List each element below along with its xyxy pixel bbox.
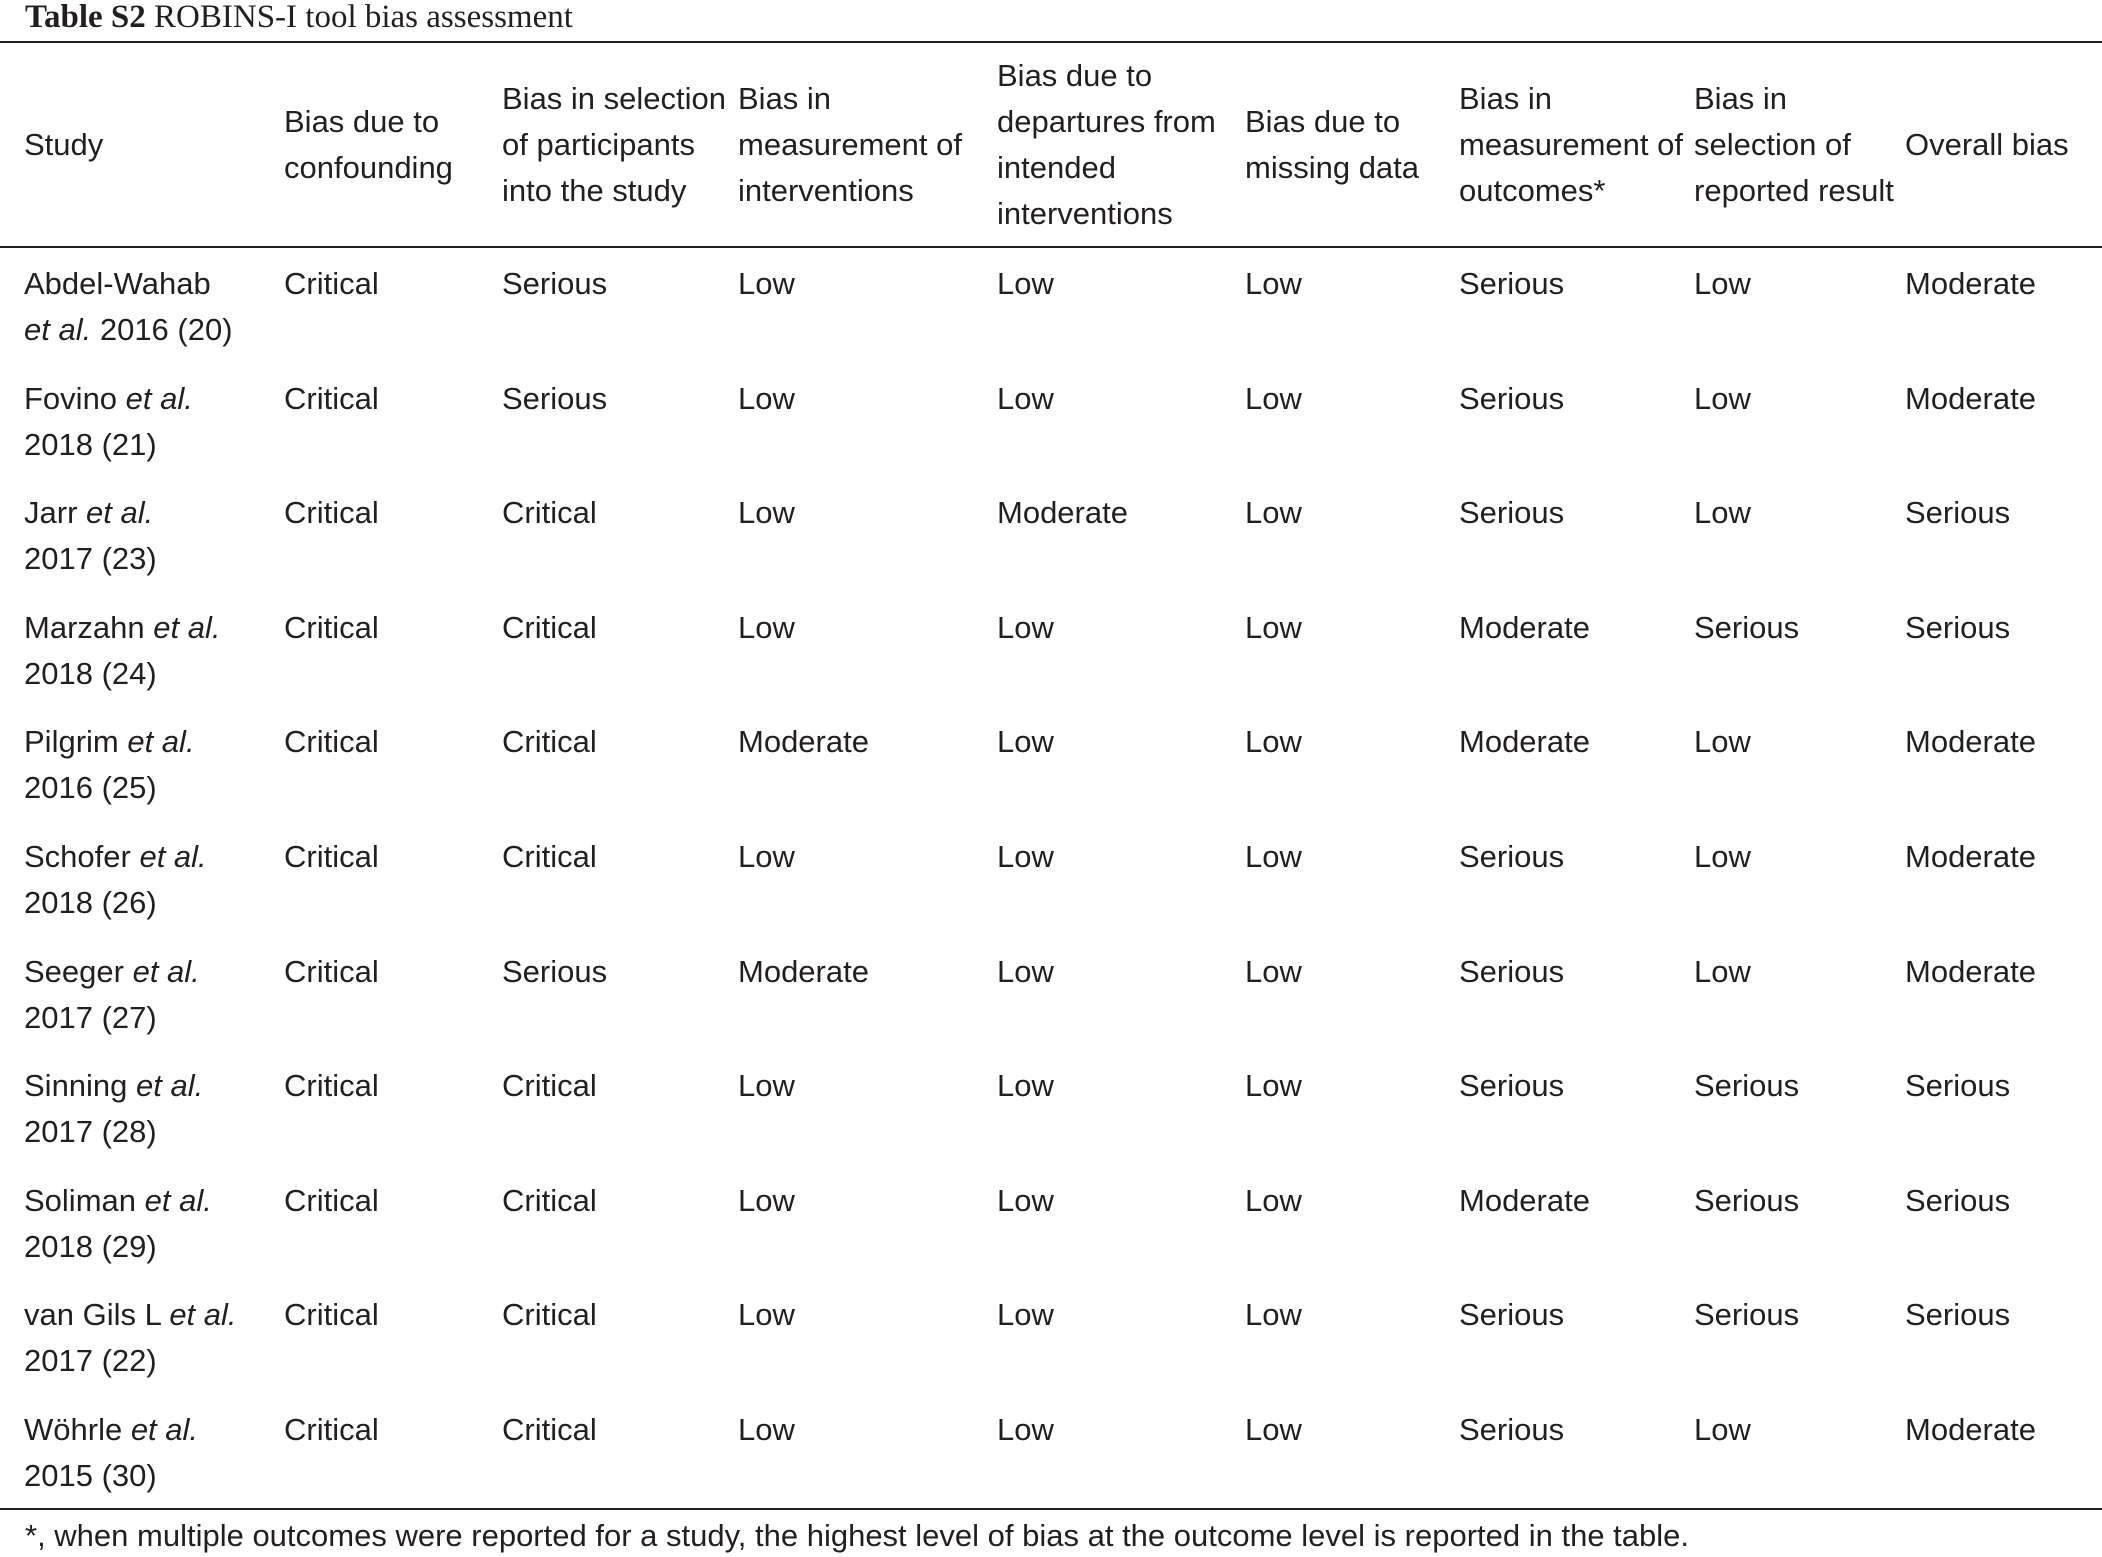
bias-rating-cell: Serious	[1459, 1411, 1565, 1447]
table-title	[25, 0, 573, 40]
bias-rating-cell: Critical	[502, 495, 597, 531]
column-header: Bias in selection of reported result	[1694, 80, 1894, 208]
table-body	[0, 246, 2102, 1507]
bias-rating-cell: Low	[1694, 724, 1751, 760]
study-et-al: et al.	[139, 838, 207, 874]
bias-rating-cell: Low	[1245, 1068, 1302, 1104]
study-author: Soliman	[24, 1182, 145, 1218]
bias-rating-cell: Moderate	[1905, 724, 2036, 760]
study-cell	[0, 590, 278, 705]
study-year-ref: 2018 (26)	[24, 884, 157, 920]
bias-rating-cell: Low	[738, 838, 795, 874]
bias-rating-cell: Serious	[1459, 953, 1565, 989]
bias-rating-cell: Low	[1694, 953, 1751, 989]
bias-rating-cell: Low	[997, 1182, 1054, 1218]
table-row	[0, 819, 2102, 934]
bias-rating-cell: Low	[1245, 838, 1302, 874]
bias-rating-cell: Low	[1245, 609, 1302, 645]
bias-rating-cell: Critical	[284, 495, 379, 531]
bias-rating-cell: Critical	[284, 953, 379, 989]
bias-rating-cell: Low	[1694, 838, 1751, 874]
bias-rating-cell: Serious	[1905, 609, 2011, 645]
table-row	[0, 361, 2102, 476]
study-year-ref: 2018 (21)	[24, 426, 157, 462]
bias-rating-cell: Critical	[284, 1068, 379, 1104]
table-row	[0, 246, 2102, 361]
table-row	[0, 704, 2102, 819]
table-row	[0, 590, 2102, 705]
bias-rating-cell: Critical	[502, 838, 597, 874]
study-cell	[0, 475, 278, 590]
study-year-ref: 2016 (20)	[91, 312, 233, 347]
bias-rating-cell: Low	[1694, 1411, 1751, 1447]
bias-rating-cell: Serious	[1459, 495, 1565, 531]
bias-rating-cell: Critical	[502, 609, 597, 645]
bias-rating-cell: Moderate	[738, 953, 869, 989]
study-year-ref: 2016 (25)	[24, 770, 157, 806]
study-cell	[0, 1163, 278, 1278]
column-header: Bias in measurement of interventions	[738, 80, 962, 208]
bias-rating-cell: Low	[997, 266, 1054, 301]
bias-rating-cell: Moderate	[738, 724, 869, 760]
study-et-al: et al.	[132, 953, 200, 989]
column-header: Bias in measurement of outcomes*	[1459, 80, 1683, 208]
column-header: Bias due to missing data	[1245, 103, 1420, 185]
bias-rating-cell: Moderate	[1905, 953, 2036, 989]
bias-rating-cell: Serious	[1905, 1182, 2011, 1218]
study-cell	[0, 1277, 278, 1392]
bias-rating-cell: Low	[1245, 724, 1302, 760]
bias-rating-cell: Low	[997, 838, 1054, 874]
bias-rating-cell: Serious	[1905, 495, 2011, 531]
study-author: Pilgrim	[24, 724, 128, 760]
study-cell	[0, 819, 278, 934]
bias-rating-cell: Low	[1694, 495, 1751, 531]
bias-assessment-table	[0, 43, 2102, 1507]
study-cell	[0, 1048, 278, 1163]
study-cell	[0, 1392, 278, 1507]
bias-rating-cell: Critical	[502, 724, 597, 760]
bias-rating-cell: Serious	[1905, 1068, 2011, 1104]
study-et-al: et al.	[144, 1182, 212, 1218]
bias-rating-cell: Critical	[502, 1297, 597, 1333]
bias-rating-cell: Serious	[502, 266, 608, 301]
bias-rating-cell: Critical	[284, 380, 379, 416]
bias-rating-cell: Low	[738, 266, 795, 301]
bias-rating-cell: Low	[997, 609, 1054, 645]
bias-rating-cell: Low	[738, 495, 795, 531]
bias-rating-cell: Critical	[284, 1182, 379, 1218]
study-cell	[0, 704, 278, 819]
table-row	[0, 1392, 2102, 1507]
study-et-al: et al.	[86, 495, 154, 531]
column-header: Bias in selection of participants into the study	[502, 80, 727, 208]
bias-rating-cell: Moderate	[1459, 1182, 1590, 1218]
footnote: *, when multiple outcomes were reported for a study, the highest level of bias at the outcome level is reported in the table.	[25, 1518, 1690, 1553]
study-year-ref: 2017 (23)	[24, 541, 157, 577]
bias-rating-cell: Low	[1245, 266, 1302, 301]
bias-rating-cell: Low	[738, 1297, 795, 1333]
study-author: Seeger	[24, 953, 133, 989]
bias-rating-cell: Critical	[502, 1182, 597, 1218]
bias-rating-cell: Low	[1245, 495, 1302, 531]
study-et-al: et al.	[127, 724, 195, 760]
bias-rating-cell: Low	[738, 1411, 795, 1447]
bias-rating-cell: Low	[1245, 1297, 1302, 1333]
bias-rating-cell: Low	[997, 953, 1054, 989]
table-caption: ROBINS-I tool bias assessment	[145, 0, 573, 35]
bias-rating-cell: Serious	[1459, 1297, 1565, 1333]
study-et-al: et al.	[24, 312, 92, 347]
bias-rating-cell: Moderate	[1459, 609, 1590, 645]
bias-rating-cell: Critical	[284, 266, 379, 301]
study-author: Jarr	[24, 495, 86, 531]
column-header: Bias due to confounding	[284, 103, 453, 185]
table-row	[0, 934, 2102, 1049]
bias-rating-cell: Serious	[502, 953, 608, 989]
study-cell	[0, 246, 278, 361]
study-year-ref: 2018 (29)	[24, 1228, 157, 1264]
study-author: Marzahn	[24, 609, 154, 645]
study-et-al: et al.	[136, 1068, 204, 1104]
bias-rating-cell: Low	[1694, 380, 1751, 416]
bias-rating-cell: Critical	[284, 838, 379, 874]
bias-rating-cell: Serious	[1459, 838, 1565, 874]
study-author: van Gils L	[24, 1297, 170, 1333]
bias-rating-cell: Moderate	[1905, 266, 2036, 301]
bias-rating-cell: Low	[1245, 953, 1302, 989]
study-year-ref: 2017 (22)	[24, 1343, 157, 1379]
bias-rating-cell: Critical	[284, 1411, 379, 1447]
bias-rating-cell: Critical	[284, 609, 379, 645]
study-cell	[0, 934, 278, 1049]
study-cell	[0, 361, 278, 476]
column-header: Bias due to departures from intended interventions	[997, 57, 1216, 231]
bias-rating-cell: Moderate	[1905, 1411, 2036, 1447]
bias-rating-cell: Low	[738, 1068, 795, 1104]
bias-rating-cell: Critical	[502, 1068, 597, 1104]
header-row	[0, 43, 2102, 246]
study-author: Wöhrle	[24, 1411, 131, 1447]
table-row	[0, 475, 2102, 590]
bias-rating-cell: Low	[1245, 380, 1302, 416]
bias-rating-cell: Low	[997, 380, 1054, 416]
bias-rating-cell: Low	[738, 380, 795, 416]
bias-rating-cell: Low	[738, 1182, 795, 1218]
bias-rating-cell: Low	[1694, 266, 1751, 301]
bias-rating-cell: Critical	[284, 1297, 379, 1333]
bias-rating-cell: Serious	[1694, 1182, 1800, 1218]
column-header: Overall bias	[1905, 126, 2069, 162]
bias-rating-cell: Serious	[1694, 609, 1800, 645]
bias-rating-cell: Low	[738, 609, 795, 645]
bias-rating-cell: Critical	[284, 724, 379, 760]
bottom-rule	[0, 1508, 2102, 1510]
study-year-ref: 2018 (24)	[24, 655, 157, 691]
bias-rating-cell: Moderate	[997, 495, 1128, 531]
table-row	[0, 1048, 2102, 1163]
study-year-ref: 2017 (27)	[24, 999, 157, 1035]
bias-rating-cell: Low	[1245, 1182, 1302, 1218]
bias-rating-cell: Low	[997, 1297, 1054, 1333]
study-et-al: et al.	[130, 1411, 199, 1447]
bias-rating-cell: Critical	[502, 1411, 597, 1447]
study-et-al: et al.	[153, 609, 221, 645]
bias-rating-cell: Moderate	[1905, 380, 2036, 416]
study-author: Sinning	[24, 1068, 137, 1104]
bias-rating-cell: Serious	[1459, 266, 1565, 301]
study-et-al: et al.	[125, 380, 193, 416]
study-et-al: et al.	[169, 1297, 237, 1333]
study-author: Fovino	[24, 380, 126, 416]
bias-rating-cell: Serious	[1694, 1297, 1800, 1333]
bias-rating-cell: Serious	[502, 380, 608, 416]
bias-rating-cell: Moderate	[1905, 838, 2036, 874]
study-author: Schofer	[24, 838, 140, 874]
bias-rating-cell: Low	[997, 1068, 1054, 1104]
bias-rating-cell: Serious	[1459, 1068, 1565, 1104]
column-header: Study	[24, 126, 104, 162]
bias-rating-cell: Serious	[1694, 1068, 1800, 1104]
table-label: Table S2	[25, 0, 146, 35]
bias-rating-cell: Moderate	[1459, 724, 1590, 760]
table-row	[0, 1163, 2102, 1278]
bias-rating-cell: Low	[997, 724, 1054, 760]
bias-rating-cell: Low	[1245, 1411, 1302, 1447]
bias-rating-cell: Serious	[1459, 380, 1565, 416]
study-author: Abdel-Wahab	[24, 266, 211, 301]
study-year-ref: 2017 (28)	[24, 1114, 157, 1150]
table-row	[0, 1277, 2102, 1392]
bias-rating-cell: Serious	[1905, 1297, 2011, 1333]
bias-rating-cell: Low	[997, 1411, 1054, 1447]
study-year-ref: 2015 (30)	[24, 1457, 157, 1493]
